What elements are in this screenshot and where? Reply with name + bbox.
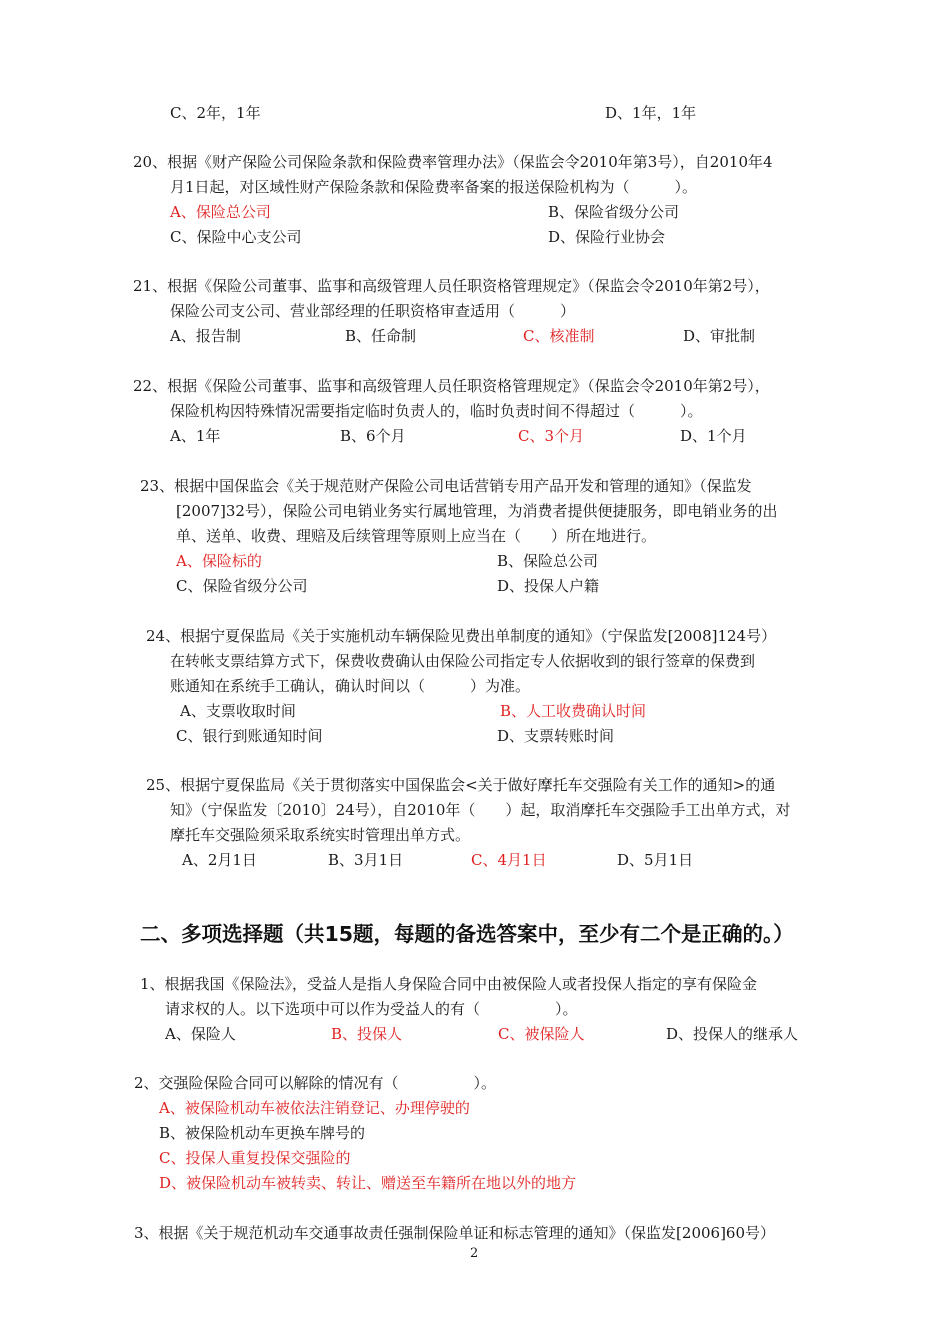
- option-a: A、支票收取时间: [180, 702, 296, 720]
- question-23-text-cont: [2007]32号），保险公司电销业务实行属地管理，为消费者提供便捷服务，即电销业务的出: [176, 502, 778, 520]
- question-22-text: 22、根据《保险公司董事、监事和高级管理人员任职资格管理规定》（保监会令2010年第2号），: [133, 377, 770, 395]
- option-a: A、保险人: [165, 1025, 236, 1043]
- option-b: B、任命制: [345, 327, 417, 345]
- mc-question-1-text: 1、根据我国《保险法》，受益人是指人身保险合同中由被保险人或者投保人指定的享有保险金: [140, 975, 758, 993]
- option-b: B、3月1日: [328, 851, 404, 869]
- question-22-text-cont: 保险机构因特殊情况需要指定临时负责人的，临时负责时间不得超过（ ）。: [170, 402, 703, 420]
- option-d-answer: D、被保险机动车被转卖、转让、赠送至车籍所在地以外的地方: [159, 1174, 577, 1192]
- option-b: B、6个月: [340, 427, 406, 445]
- option-c: C、2年，1年: [170, 104, 261, 122]
- option-a: A、报告制: [170, 327, 241, 345]
- option-d: D、1年，1年: [605, 104, 697, 122]
- option-d: D、5月1日: [617, 851, 694, 869]
- question-20-text: 20、根据《财产保险公司保险条款和保险费率管理办法》（保监会令2010年第3号），自2010年4: [133, 153, 773, 171]
- section-heading: 二、多项选择题（共15题，每题的备选答案中，至少有二个是正确的。）: [140, 922, 794, 946]
- question-23-text: 23、根据中国保监会《关于规范财产保险公司电话营销专用产品开发和管理的通知》（保监发: [140, 477, 752, 495]
- question-24-text-cont: 账通知在系统手工确认，确认时间以（ ）为准。: [170, 677, 531, 695]
- option-a: A、2月1日: [182, 851, 257, 869]
- mc-question-2-text: 2、交强险保险合同可以解除的情况有（ ）。: [134, 1074, 497, 1092]
- question-25-text-cont: 摩托车交强险须采取系统实时管理出单方式。: [170, 826, 471, 844]
- option-d: D、1个月: [680, 427, 747, 445]
- option-c: C、保险省级分公司: [176, 577, 308, 595]
- option-d: D、投保人的继承人: [666, 1025, 799, 1043]
- option-b-answer: B、人工收费确认时间: [500, 702, 647, 720]
- option-c: C、银行到账通知时间: [176, 727, 323, 745]
- option-a-answer: A、被保险机动车被依法注销登记、办理停驶的: [159, 1099, 470, 1117]
- question-25-text: 25、根据宁夏保监局《关于贯彻落实中国保监会<关于做好摩托车交强险有关工作的通知>的通: [146, 776, 776, 794]
- question-25-text-cont: 知》（宁保监发〔2010〕24号），自2010年（ ）起，取消摩托车交强险手工出单方式，对: [170, 801, 791, 819]
- option-a-answer: A、保险总公司: [170, 203, 271, 221]
- page-number: 2: [470, 1246, 479, 1261]
- option-b: B、保险总公司: [497, 552, 599, 570]
- option-d: D、支票转账时间: [497, 727, 615, 745]
- option-d: D、投保人户籍: [497, 577, 600, 595]
- option-c: C、保险中心支公司: [170, 228, 302, 246]
- mc-question-3-text: 3、根据《关于规范机动车交通事故责任强制保险单证和标志管理的通知》（保监发[2006]60号）: [134, 1224, 776, 1242]
- option-a-answer: A、保险标的: [176, 552, 262, 570]
- option-b: B、保险省级分公司: [548, 203, 680, 221]
- option-b: B、被保险机动车更换车牌号的: [159, 1124, 366, 1142]
- option-c-answer: C、投保人重复投保交强险的: [159, 1149, 351, 1167]
- option-b-answer: B、投保人: [331, 1025, 403, 1043]
- option-c-answer: C、核准制: [523, 327, 595, 345]
- option-a: A、1年: [170, 427, 221, 445]
- option-d: D、保险行业协会: [548, 228, 666, 246]
- question-21-text: 21、根据《保险公司董事、监事和高级管理人员任职资格管理规定》（保监会令2010年第2号），: [133, 277, 770, 295]
- question-21-text-cont: 保险公司支公司、营业部经理的任职资格审查适用（ ）: [170, 302, 576, 320]
- question-24-text-cont: 在转帐支票结算方式下，保费收费确认由保险公司指定专人依据收到的银行签章的保费到: [170, 652, 756, 670]
- option-c-answer: C、3个月: [518, 427, 585, 445]
- question-20-text-cont: 月1日起，对区域性财产保险条款和保险费率备案的报送保险机构为（ ）。: [170, 178, 698, 196]
- question-24-text: 24、根据宁夏保监局《关于实施机动车辆保险见费出单制度的通知》（宁保监发[2008]124号）: [146, 627, 777, 645]
- question-23-text-cont: 单、送单、收费、理赔及后续管理等原则上应当在（ ）所在地进行。: [176, 527, 657, 545]
- option-c-answer: C、4月1日: [471, 851, 547, 869]
- option-d: D、审批制: [683, 327, 756, 345]
- option-c-answer: C、被保险人: [498, 1025, 585, 1043]
- mc-question-1-text-cont: 请求权的人。以下选项中可以作为受益人的有（ ）。: [165, 1000, 578, 1018]
